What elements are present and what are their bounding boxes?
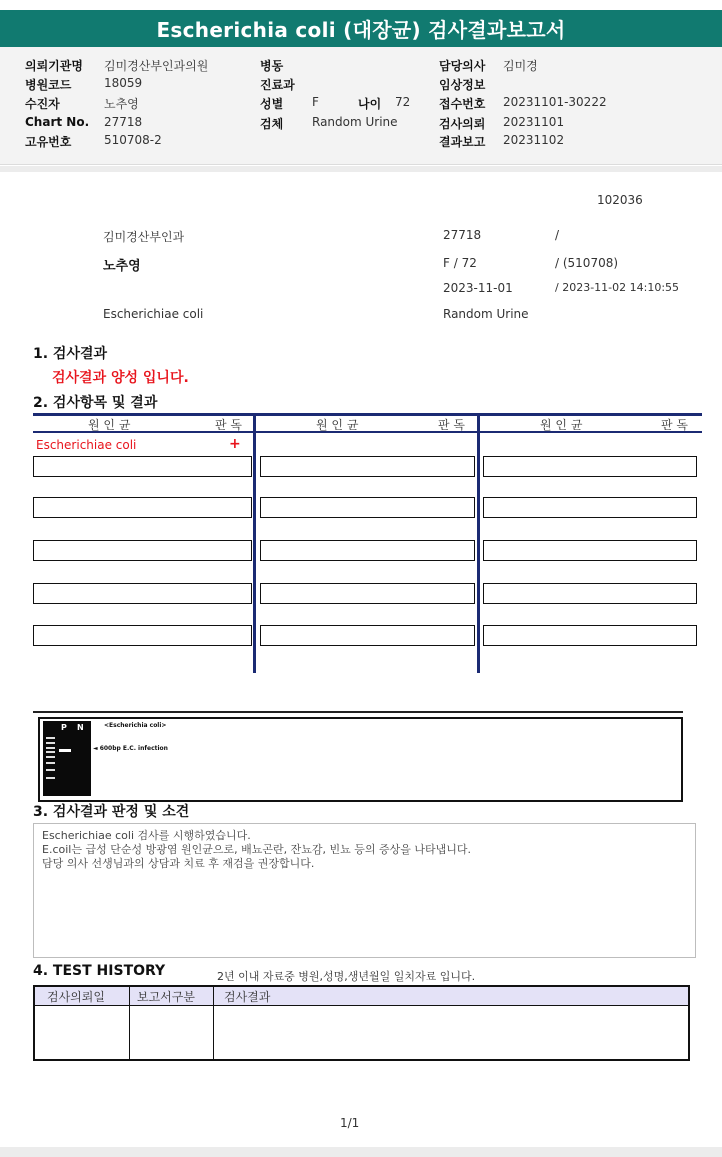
- col-organism-2: 원 인 균: [316, 418, 359, 432]
- result-grid-header: [33, 413, 702, 433]
- sex-label: 성별: [260, 97, 284, 111]
- info-datetime: / 2023-11-02 14:10:55: [555, 281, 680, 294]
- gel-lane-p: P: [61, 723, 67, 732]
- info-sex-age: F / 72: [443, 256, 477, 270]
- ward-label: 병동: [260, 59, 284, 73]
- col-judgement-2: 판 독: [438, 418, 465, 432]
- result-cell: [483, 583, 697, 604]
- result-positive-text: 검사결과 양성 입니다.: [52, 370, 189, 386]
- ladder-band: [46, 747, 55, 749]
- history-col-request: 검사의뢰일: [47, 990, 105, 1004]
- institution-value: 김미경산부인과의원: [104, 59, 209, 73]
- opinion-line-2: E.coil는 급성 단순성 방광염 원인균으로, 배뇨곤란, 잔뇨감, 빈뇨 등의 증상을 나타냅니다.: [42, 843, 471, 856]
- report-header: [0, 47, 722, 165]
- grid-divider-2: [477, 413, 480, 673]
- gel-electrophoresis-image: [43, 721, 91, 796]
- opinion-line-3: 담당 의사 선생님과의 상담과 치료 후 재검을 권장합니다.: [42, 857, 315, 870]
- info-specimen: Random Urine: [443, 307, 529, 321]
- result-cell: [483, 497, 697, 518]
- history-table: [33, 985, 690, 1061]
- result-cell: [260, 456, 475, 477]
- chart-label: Chart No.: [25, 115, 90, 129]
- page-number: 1/1: [340, 1116, 360, 1130]
- info-patient: 노추영: [103, 259, 141, 274]
- patient-value: 노추영: [104, 97, 139, 111]
- history-col-type: 보고서구분: [137, 990, 195, 1004]
- result-cell: [260, 497, 475, 518]
- section-2-title: 2. 검사항목 및 결과: [33, 395, 158, 411]
- ladder-band: [46, 756, 55, 758]
- patient-label: 수진자: [25, 97, 60, 111]
- result-cell: [260, 625, 475, 646]
- history-note: 2년 이내 자료중 병원,성명,생년월일 일치자료 입니다.: [217, 970, 476, 983]
- result-cell: [33, 456, 252, 477]
- ladder-band: [46, 737, 55, 739]
- dept-label: 진료과: [260, 78, 295, 92]
- report-title: Escherichia coli (대장균) 검사결과보고서: [0, 10, 722, 47]
- history-divider-1: [129, 987, 130, 1059]
- sex-value: F: [312, 95, 319, 109]
- opinion-box: [33, 823, 696, 958]
- unique-value: 510708-2: [104, 133, 162, 147]
- institution-label: 의뢰기관명: [25, 59, 83, 73]
- request-value: 20231101: [503, 115, 565, 129]
- result-cell: [483, 540, 697, 561]
- gel-lane-n: N: [77, 723, 84, 732]
- grid-divider-1: [253, 413, 256, 673]
- gel-separator: [33, 711, 683, 713]
- specimen-value: Random Urine: [312, 115, 398, 129]
- history-header-row: [35, 987, 688, 1006]
- result-cell: [483, 456, 697, 477]
- col-organism-3: 원 인 균: [540, 418, 583, 432]
- history-col-result: 검사결과: [224, 990, 271, 1004]
- gel-annotation-text: 600bp E.C. infection: [99, 745, 168, 752]
- result-cell: [33, 625, 252, 646]
- gel-title: <Escherichia coli>: [104, 722, 167, 729]
- report-value: 20231102: [503, 133, 565, 147]
- section-4-title: 4. TEST HISTORY: [33, 963, 166, 979]
- result-cell: [33, 497, 252, 518]
- report-label: 결과보고: [439, 135, 486, 149]
- bottom-band: [0, 1147, 722, 1157]
- section-1-title: 1. 검사결과: [33, 346, 108, 362]
- hospital-code-value: 18059: [104, 76, 143, 90]
- col-organism-1: 원 인 균: [88, 418, 131, 432]
- ladder-band: [46, 742, 55, 744]
- organism-result: +: [229, 436, 241, 452]
- section-3-title: 3. 검사결과 판정 및 소견: [33, 804, 190, 820]
- info-chart: 27718: [443, 228, 482, 242]
- ladder-band: [46, 769, 55, 771]
- report-code: 102036: [597, 193, 643, 207]
- doctor-label: 담당의사: [439, 59, 486, 73]
- hospital-code-label: 병원코드: [25, 78, 72, 92]
- info-institution: 김미경산부인과: [103, 230, 185, 244]
- receipt-value: 20231101-30222: [503, 95, 607, 109]
- result-cell: [483, 625, 697, 646]
- age-value: 72: [395, 95, 411, 109]
- chart-value: 27718: [104, 115, 143, 129]
- request-label: 검사의뢰: [439, 117, 486, 131]
- ladder-band: [46, 751, 55, 753]
- history-divider-2: [213, 987, 214, 1059]
- info-slash: /: [555, 228, 560, 242]
- result-cell: [33, 540, 252, 561]
- unique-label: 고유번호: [25, 135, 72, 149]
- result-cell: [260, 583, 475, 604]
- gel-image-frame: [38, 717, 683, 802]
- info-date: 2023-11-01: [443, 281, 513, 295]
- col-judgement-3: 판 독: [661, 418, 688, 432]
- info-unique-id: / (510708): [555, 256, 619, 270]
- doctor-value: 김미경: [503, 59, 538, 73]
- ladder-band: [46, 762, 55, 764]
- ladder-band: [46, 777, 55, 779]
- opinion-line-1: Escherichiae coli 검사를 시행하였습니다.: [42, 829, 251, 842]
- positive-band: [59, 749, 71, 752]
- organism-name: Escherichiae coli: [36, 438, 137, 452]
- receipt-label: 접수번호: [439, 97, 486, 111]
- result-cell: [33, 583, 252, 604]
- col-judgement-1: 판 독: [215, 418, 242, 432]
- gel-annotation: ◄ 600bp E.C. infection: [93, 745, 168, 752]
- specimen-label: 검체: [260, 117, 284, 131]
- header-separator: [0, 166, 722, 172]
- info-test: Escherichiae coli: [103, 307, 204, 321]
- result-cell: [260, 540, 475, 561]
- age-label: 나이: [358, 97, 382, 111]
- clinical-label: 임상정보: [439, 78, 486, 92]
